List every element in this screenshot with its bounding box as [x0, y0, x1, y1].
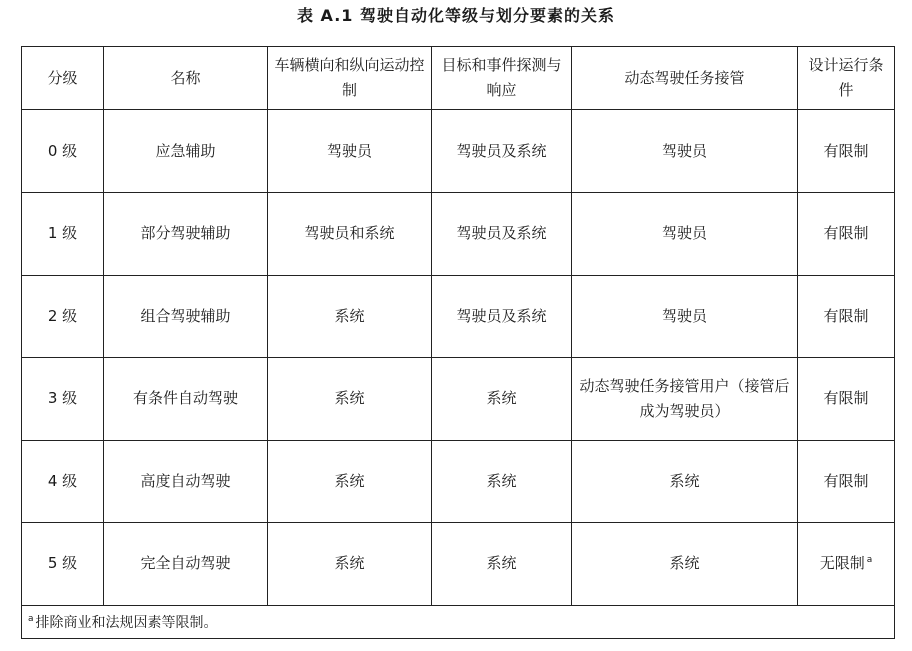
cell-level: 1 级	[22, 192, 104, 275]
cell-oedr: 驾驶员及系统	[432, 192, 572, 275]
footnote-text: 排除商业和法规因素等限制。	[35, 615, 218, 632]
header-oedr: 目标和事件探测与响应	[432, 47, 572, 110]
cell-level: 4 级	[22, 440, 104, 523]
table-row	[22, 110, 895, 193]
cell-ddt-fallback: 驾驶员	[572, 110, 798, 193]
header-ddt-fallback: 动态驾驶任务接管	[572, 47, 798, 110]
levels-table	[21, 46, 895, 639]
cell-ddt-fallback: 系统	[572, 440, 798, 523]
footnote-ref-marker: a	[866, 555, 873, 566]
cell-name: 高度自动驾驶	[104, 440, 268, 523]
cell-ddt-fallback: 系统	[572, 523, 798, 606]
table-row	[22, 440, 895, 523]
cell-ddt-fallback: 动态驾驶任务接管用户（接管后成为驾驶员）	[572, 358, 798, 441]
table-caption: 表 A.1 驾驶自动化等级与划分要素的关系	[296, 6, 616, 25]
cell-ddt-fallback: 驾驶员	[572, 275, 798, 358]
cell-odd-text: 无限制	[819, 554, 865, 573]
header-level: 分级	[22, 47, 104, 110]
cell-odd: 有限制	[798, 358, 895, 441]
cell-oedr: 系统	[432, 523, 572, 606]
table-row	[22, 523, 895, 606]
cell-name: 完全自动驾驶	[104, 523, 268, 606]
cell-oedr: 驾驶员及系统	[432, 110, 572, 193]
footnote-cell	[22, 605, 895, 638]
cell-motion-control: 驾驶员和系统	[268, 192, 432, 275]
cell-oedr: 系统	[432, 440, 572, 523]
cell-motion-control: 系统	[268, 440, 432, 523]
cell-name: 应急辅助	[104, 110, 268, 193]
cell-name: 部分驾驶辅助	[104, 192, 268, 275]
cell-odd: 有限制	[798, 440, 895, 523]
table-row	[22, 192, 895, 275]
table-row	[22, 358, 895, 441]
cell-odd: 有限制	[798, 275, 895, 358]
cell-ddt-fallback: 驾驶员	[572, 192, 798, 275]
cell-name: 组合驾驶辅助	[104, 275, 268, 358]
cell-level: 3 级	[22, 358, 104, 441]
cell-motion-control: 驾驶员	[268, 110, 432, 193]
cell-level: 5 级	[22, 523, 104, 606]
footnote-marker: a	[28, 614, 34, 625]
cell-oedr: 系统	[432, 358, 572, 441]
cell-level: 0 级	[22, 110, 104, 193]
footnote-row	[22, 605, 895, 638]
cell-motion-control: 系统	[268, 275, 432, 358]
header-row	[22, 47, 895, 110]
header-motion-control: 车辆横向和纵向运动控制	[268, 47, 432, 110]
cell-name: 有条件自动驾驶	[104, 358, 268, 441]
cell-odd	[798, 523, 895, 606]
cell-oedr: 驾驶员及系统	[432, 275, 572, 358]
header-name: 名称	[104, 47, 268, 110]
table-row	[22, 275, 895, 358]
cell-level: 2 级	[22, 275, 104, 358]
cell-motion-control: 系统	[268, 358, 432, 441]
cell-odd: 有限制	[798, 192, 895, 275]
cell-motion-control: 系统	[268, 523, 432, 606]
header-odd: 设计运行条件	[798, 47, 895, 110]
cell-odd: 有限制	[798, 110, 895, 193]
